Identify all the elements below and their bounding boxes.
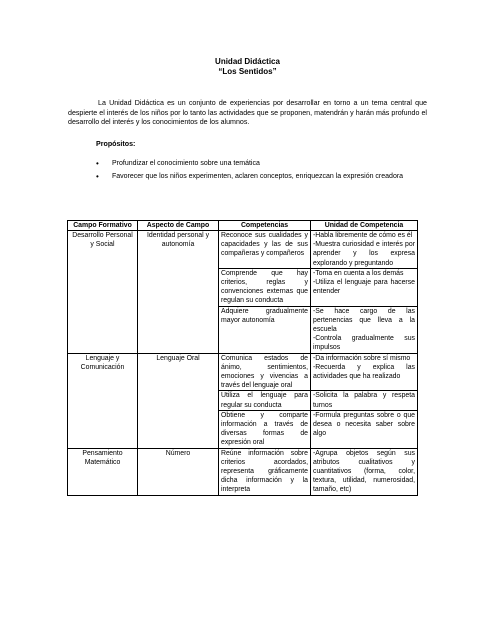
intro-text: La Unidad Didáctica es un conjunto de experiencias por desarrollar en torno a un tema central que despierte el interés de los niños por lo tanto las actividades que se proponen, matendrán y harán más profundo el desarrollo del interés y los conocimientos de los alumnos. — [68, 99, 427, 127]
cell-competencia: Utiliza el lenguaje para regular su conducta — [219, 391, 311, 410]
document-title: Unidad Didáctica — [215, 57, 280, 66]
unidad-line: -Solicita la palabra y respeta turnos — [313, 392, 415, 409]
cell-unidad — [311, 410, 418, 448]
table-row — [68, 353, 418, 391]
cell-aspecto: Identidad personal y autonomía — [138, 231, 219, 354]
list-item — [96, 157, 403, 170]
cell-competencia: Comunica estados de ánimo, sentimientos, emociones y vivencias a través del lenguaje oral — [219, 353, 311, 391]
table-row — [68, 231, 418, 269]
cell-aspecto: Lenguaje Oral — [138, 353, 219, 448]
cell-unidad — [311, 391, 418, 410]
unidad-line: -Da información sobre sí mismo — [313, 354, 411, 362]
list-item — [96, 170, 403, 183]
cell-aspecto: Número — [138, 448, 219, 495]
unidad-line: -Recuerda y explica las actividades que ha realizado — [313, 363, 415, 381]
purposes-list — [96, 157, 403, 183]
cell-unidad — [311, 448, 418, 495]
cell-competencia: Obtiene y comparte información a través de diversas formas de expresión oral — [219, 410, 311, 448]
document-subtitle: “Los Sentidos” — [218, 67, 277, 76]
competencies-table — [67, 220, 418, 496]
cell-campo: Lenguaje y Comunicación — [68, 353, 138, 448]
purposes-heading: Propósitos: — [96, 140, 136, 148]
unidad-line: -Se hace cargo de las pertenencias que lleva a la escuela — [313, 307, 415, 334]
purpose-text: Profundizar el conocimiento sobre una temática — [112, 160, 260, 167]
cell-unidad — [311, 353, 418, 391]
unidad-line: -Habla libremente de cómo es él — [313, 232, 413, 239]
unidad-line: -Formula preguntas sobre o que desea o necesita saber sobre algo — [313, 411, 415, 438]
header-competencias: Competencias — [219, 221, 311, 231]
cell-competencia: Reúne información sobre criterios acordados, representa gráficamente dicha información y la interpreta — [219, 448, 311, 495]
unidad-line: -Controla gradualmente sus impulsos — [313, 335, 415, 352]
cell-competencia: Adquiere gradualmente mayor autonomía — [219, 306, 311, 353]
unidad-line: -Toma en cuenta a los demás — [313, 269, 404, 277]
header-unidad: Unidad de Competencia — [311, 221, 418, 231]
cell-unidad — [311, 306, 418, 353]
table-header-row — [68, 221, 418, 231]
purpose-text: Favorecer que los niños experimenten, aclaren conceptos, enriquezcan la expresión creadora — [112, 173, 404, 180]
cell-campo: Desarrollo Personal y Social — [68, 231, 138, 354]
bullet-icon: • — [96, 172, 99, 181]
cell-competencia: Comprende que hay criterios, reglas y convenciones externas que regulan su conducta — [219, 268, 311, 306]
cell-unidad — [311, 231, 418, 269]
table-row — [68, 448, 418, 495]
unidad-line: -Agrupa objetos según sus atributos cualitativos y cuantitativos (forma, color, textura, utilidad, numerosidad, tamaño, etc) — [313, 449, 415, 494]
unidad-line: -Utiliza el lenguaje para hacerse entender — [313, 279, 415, 296]
header-aspecto: Aspecto de Campo — [138, 221, 219, 231]
intro-paragraph — [68, 99, 427, 128]
header-campo: Campo Formativo — [68, 221, 138, 231]
cell-unidad — [311, 268, 418, 306]
bullet-icon: • — [96, 159, 99, 168]
cell-campo: Pensamiento Matemático — [68, 448, 138, 495]
cell-competencia: Reconoce sus cualidades y capacidades y las de sus compañeras y compañeros — [219, 231, 311, 269]
unidad-line: -Muestra curiosidad e interés por aprender y los expresa explorando y preguntando — [313, 241, 415, 267]
